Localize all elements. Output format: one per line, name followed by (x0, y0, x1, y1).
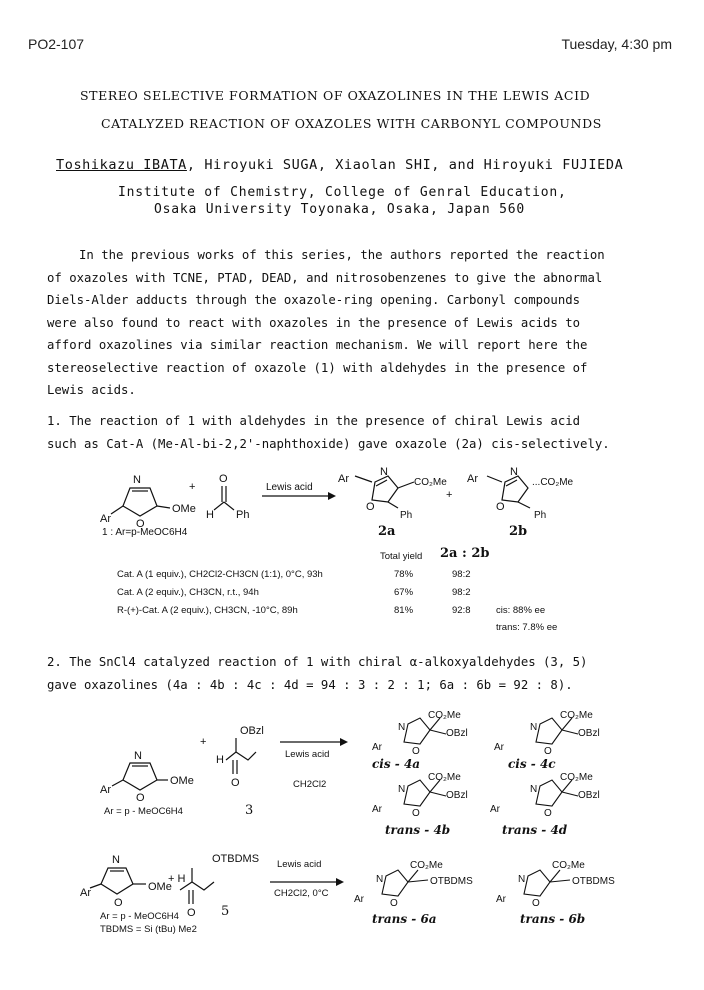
svg-text:Ar: Ar (372, 742, 382, 753)
tbdms-def: TBDMS = Si (tBu) Me2 (100, 924, 197, 935)
svg-text:N: N (376, 874, 384, 885)
svg-text:Ph: Ph (534, 510, 547, 521)
svg-text:OBzl: OBzl (578, 790, 600, 801)
section-2-text (47, 651, 587, 696)
oxazole-1-structure (111, 488, 170, 516)
svg-text:N: N (134, 750, 142, 762)
scheme-3-structures (0, 850, 704, 950)
svg-text:CO₂Me: CO₂Me (560, 772, 593, 783)
product-trans-6b: trans - 6b (520, 912, 586, 926)
svg-text:O: O (366, 501, 375, 513)
svg-text:...CO₂Me: ...CO₂Me (532, 477, 574, 488)
scheme-2-ar-def: Ar = p - MeOC6H4 (104, 806, 183, 817)
svg-text:N: N (510, 466, 518, 478)
section-1-line: such as Cat-A (Me-Al-bi-2,2'-naphthoxide) gave oxazole (2a) cis-selectively. (47, 436, 610, 451)
svg-text:N: N (530, 722, 538, 733)
svg-text:O: O (136, 792, 145, 804)
svg-text:OTBDMS: OTBDMS (212, 853, 260, 865)
svg-text:Ar: Ar (338, 473, 349, 485)
svg-text:Ar: Ar (354, 894, 364, 905)
svg-text:OTBDMS: OTBDMS (572, 876, 615, 887)
svg-text:N: N (398, 722, 406, 733)
svg-text:Ar: Ar (494, 742, 504, 753)
intro-line: were also found to react with oxazoles in the presence of Lewis acids to (47, 315, 581, 330)
scheme-3-ar-def: Ar = p - MeOC6H4 (100, 911, 179, 922)
svg-text:Ar: Ar (80, 887, 91, 899)
svg-text:OMe: OMe (148, 881, 172, 893)
section-1-text (47, 410, 610, 455)
svg-text:OMe: OMe (170, 775, 194, 787)
svg-text:Ar: Ar (100, 784, 111, 796)
page-code: PO2-107 (28, 36, 85, 52)
intro-line: stereoselective reaction of oxazole (1) with aldehydes in the presence of (47, 360, 588, 375)
svg-text:OBzl: OBzl (578, 728, 600, 739)
svg-text:O: O (219, 473, 228, 485)
svg-text:CO₂Me: CO₂Me (560, 710, 593, 721)
intro-line: In the previous works of this series, the authors reported the reaction (79, 248, 605, 262)
col-total-yield: Total yield (380, 551, 423, 562)
co-authors: , Hiroyuki SUGA, Xiaolan SHI, and Hiroyuki FUJIEDA (186, 157, 624, 173)
svg-text:O: O (532, 898, 540, 909)
svg-text:+: + (189, 481, 196, 493)
svg-text:+ H: + H (168, 873, 186, 885)
cis-ee-note: cis: 88% ee (496, 605, 546, 616)
svg-text:+: + (200, 736, 207, 748)
product-cis-4c: cis - 4c (508, 757, 556, 771)
product-trans-4b: trans - 4b (385, 823, 451, 837)
svg-text:+: + (446, 489, 453, 501)
product-trans-4d: trans - 4d (502, 823, 568, 837)
svg-text:Ar: Ar (372, 804, 382, 815)
svg-text:Ar: Ar (490, 804, 500, 815)
svg-text:CO₂Me: CO₂Me (414, 477, 447, 488)
title-line-2: CATALYZED REACTION OF OXAZOLES WITH CARBONYL COMPOUNDS (101, 116, 602, 131)
scheme-2-structures (0, 700, 704, 845)
compound-3-label: 3 (245, 803, 254, 818)
svg-text:CO₂Me: CO₂Me (552, 860, 585, 871)
svg-text:H: H (206, 509, 214, 521)
svg-text:OTBDMS: OTBDMS (430, 876, 473, 887)
svg-text:N: N (380, 466, 388, 478)
svg-text:O: O (544, 746, 552, 757)
svg-text:Ar: Ar (100, 513, 111, 525)
session-time: Tuesday, 4:30 pm (561, 36, 672, 52)
svg-text:O: O (544, 808, 552, 819)
svg-text:OBzl: OBzl (446, 728, 468, 739)
compound-2a-label: 2a (378, 524, 396, 539)
scheme-3-arrow-top: Lewis acid (277, 859, 322, 870)
svg-text:OMe: OMe (172, 503, 196, 515)
ratio-row-2: 98:2 (452, 587, 471, 598)
svg-text:Ph: Ph (400, 510, 413, 521)
svg-text:N: N (112, 854, 120, 866)
svg-text:CO₂Me: CO₂Me (428, 710, 461, 721)
svg-text:O: O (114, 897, 123, 909)
ratio-row-3: 92:8 (452, 605, 471, 616)
svg-text:Ar: Ar (467, 473, 478, 485)
institution-line-1: Institute of Chemistry, College of Genral Education, (118, 185, 567, 200)
svg-text:O: O (390, 898, 398, 909)
scheme-1-arrow-label: Lewis acid (266, 482, 313, 493)
compound-2b-label: 2b (509, 524, 528, 539)
intro-line: Diels-Alder adducts through the oxazole-ring opening. Carbonyl compounds (47, 293, 581, 307)
svg-text:Ar: Ar (496, 894, 506, 905)
product-cis-4a: cis - 4a (372, 757, 421, 771)
svg-text:N: N (518, 874, 526, 885)
yield-row-3: 81% (394, 605, 414, 616)
svg-text:O: O (412, 808, 420, 819)
author-list (56, 157, 623, 173)
scheme-3-arrow-bottom: CH2Cl2, 0°C (274, 888, 329, 899)
svg-text:O: O (136, 518, 145, 530)
yield-row-1: 78% (394, 569, 414, 580)
compound-1-label: 1 : Ar=p-MeOC6H4 (102, 527, 188, 538)
svg-text:CO₂Me: CO₂Me (410, 860, 443, 871)
condition-row-3: R-(+)-Cat. A (2 equiv.), CH3CN, -10°C, 89h (117, 605, 298, 616)
svg-text:Ph: Ph (236, 509, 250, 521)
section-1-line: 1. The reaction of 1 with aldehydes in the presence of chiral Lewis acid (47, 414, 581, 428)
intro-line: of oxazoles with TCNE, PTAD, DEAD, and nitrosobenzenes to give the abnormal (47, 270, 603, 285)
ratio-row-1: 98:2 (452, 569, 471, 580)
svg-text:H: H (216, 754, 224, 766)
intro-line: Lewis acids. (47, 383, 136, 397)
intro-line: afford oxazolines via similar reaction mechanism. We will report here the (47, 338, 588, 352)
intro-paragraph (47, 244, 605, 402)
svg-text:OBzl: OBzl (446, 790, 468, 801)
svg-text:O: O (496, 501, 505, 513)
presenting-author: Toshikazu IBATA (56, 157, 187, 173)
yield-row-2: 67% (394, 587, 414, 598)
svg-text:O: O (231, 777, 240, 789)
section-2-line: gave oxazolines (4a : 4b : 4c : 4d = 94 : 3 : 2 : 1; 6a : 6b = 92 : 8). (47, 677, 573, 692)
svg-text:N: N (398, 784, 406, 795)
trans-ee-note: trans: 7.8% ee (496, 622, 558, 633)
scheme-2-arrow-top: Lewis acid (285, 749, 330, 760)
scheme-2-arrow-bottom: CH2Cl2 (293, 779, 327, 790)
condition-row-1: Cat. A (1 equiv.), CH2Cl2-CH3CN (1:1), 0°C, 93h (117, 569, 323, 580)
svg-text:N: N (530, 784, 538, 795)
compound-5-label: 5 (221, 904, 230, 919)
title-line-1: STEREO SELECTIVE FORMATION OF OXAZOLINES IN THE LEWIS ACID (80, 88, 591, 103)
product-trans-6a: trans - 6a (372, 912, 437, 926)
condition-row-2: Cat. A (2 equiv.), CH3CN, r.t., 94h (117, 587, 259, 598)
institution-line-2: Osaka University Toyonaka, Osaka, Japan 560 (154, 202, 525, 217)
svg-text:CO₂Me: CO₂Me (428, 772, 461, 783)
svg-text:O: O (412, 746, 420, 757)
svg-text:N: N (133, 474, 141, 486)
col-ratio: 2a : 2b (440, 546, 490, 561)
section-2-line: 2. The SnCl4 catalyzed reaction of 1 with chiral α-alkoxyaldehydes (3, 5) (47, 655, 588, 669)
svg-text:OBzl: OBzl (240, 725, 264, 737)
svg-text:O: O (187, 907, 196, 919)
